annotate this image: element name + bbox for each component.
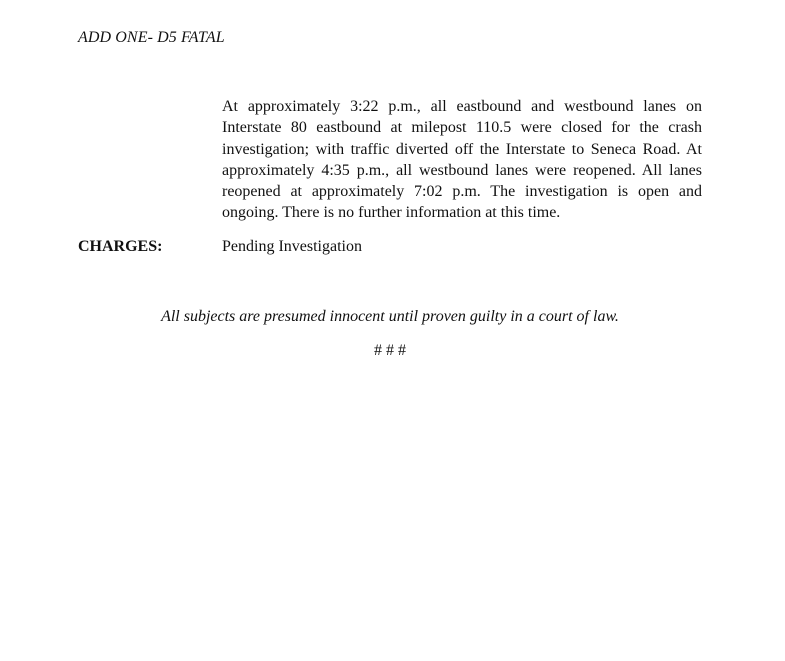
innocence-disclaimer: All subjects are presumed innocent until proven guilty in a court of law. [161, 308, 619, 325]
end-mark: # # # [374, 342, 406, 359]
charges-label: CHARGES: [78, 238, 163, 255]
charges-value: Pending Investigation [222, 238, 362, 255]
body-paragraph: At approximately 3:22 p.m., all eastbound and westbound lanes on Interstate 80 eastbound at milepost 110.5 were closed for the crash investigation; with traffic diverted off the Interstate to Seneca Road. At approximately 4:35 p.m., all westbound lanes were reopened. All lanes reopened at approximately 7:02 p.m. The investigation is open and ongoing. There is no further information at this time. [222, 98, 702, 222]
document-header: ADD ONE- D5 FATAL [78, 29, 225, 46]
